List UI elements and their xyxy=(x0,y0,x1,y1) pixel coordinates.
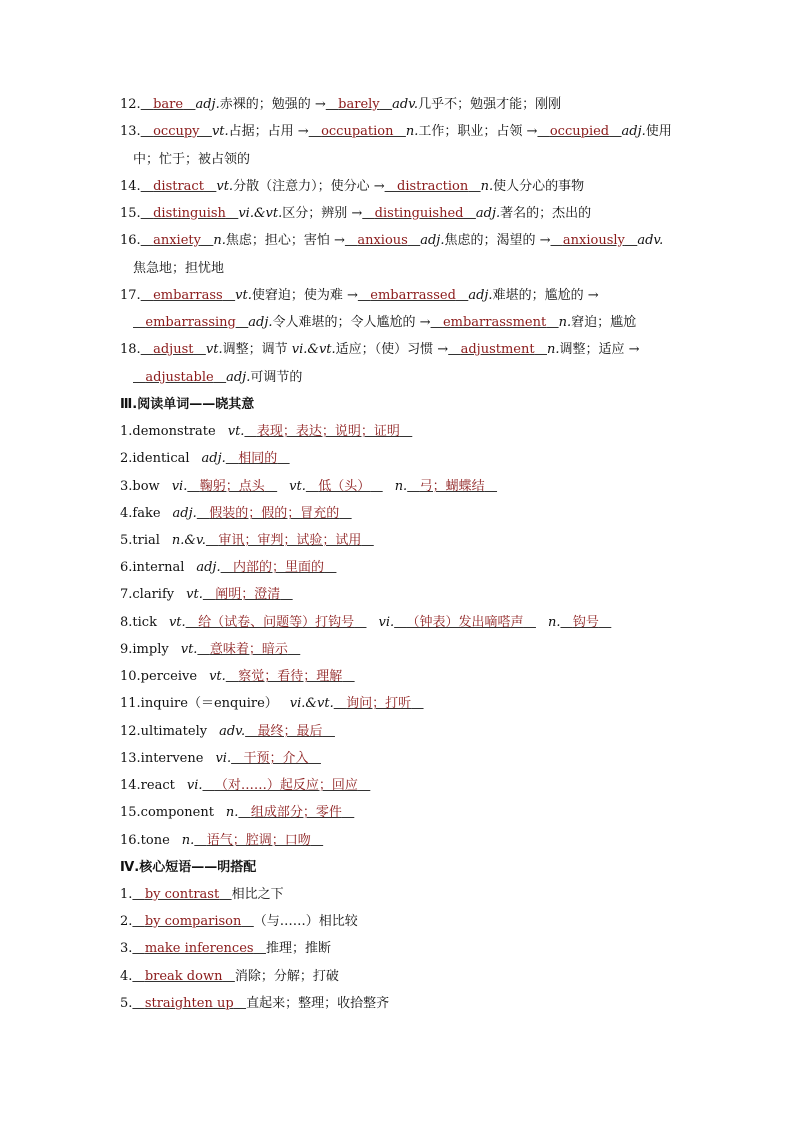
phrase-5 xyxy=(120,994,684,1014)
part-of-speech: adv. xyxy=(219,724,246,739)
vocab-item-13-continued xyxy=(133,150,684,170)
answer: anxious xyxy=(357,233,408,248)
answer: adjustable xyxy=(145,370,214,385)
meaning: 占据；占用 → xyxy=(228,124,309,139)
answer: by contrast xyxy=(144,887,220,902)
answer: 察觉；看待；理解 xyxy=(238,669,343,684)
answer: 内部的；里面的 xyxy=(233,560,325,575)
part-of-speech: adj. xyxy=(248,315,273,330)
part-of-speech: n. xyxy=(181,833,195,848)
answer: embarrassment xyxy=(442,315,547,330)
meaning: 使窘迫；使为难 → xyxy=(251,288,358,303)
vocab-item-17 xyxy=(120,286,684,306)
answer: 干预；介入 xyxy=(243,751,309,766)
meaning: 赤裸的；勉强的 → xyxy=(219,97,326,112)
vocab-item-18-continued xyxy=(133,368,684,388)
answer: 鞠躬；点头 xyxy=(199,479,265,494)
answer: 意味着；暗示 xyxy=(209,642,288,657)
item-number: 3. xyxy=(120,941,133,956)
item-number: 5. xyxy=(120,996,133,1011)
meaning: 焦虑的；渴望的 → xyxy=(444,233,551,248)
meaning: （与……）相比较 xyxy=(253,914,358,929)
vocab-item-17-continued xyxy=(133,313,684,333)
meaning: 适应；（使）习惯 → xyxy=(335,342,449,357)
phrase-1 xyxy=(120,885,684,905)
meaning: 直起来；整理；收拾整齐 xyxy=(246,996,390,1011)
part-of-speech: n. xyxy=(405,124,419,139)
meaning: 工作；职业；占领 → xyxy=(418,124,538,139)
part-of-speech: vi.&vt. xyxy=(289,696,334,711)
item-number: 13. xyxy=(120,124,141,139)
section-heading: Ⅳ.核心短语——明搭配 xyxy=(120,860,257,875)
vocab-item-15 xyxy=(120,204,684,224)
part-of-speech: vi.&vt. xyxy=(291,342,336,357)
reading-word-15 xyxy=(120,803,684,823)
part-of-speech: vi.&vt. xyxy=(238,206,283,221)
answer: 相同的 xyxy=(238,451,278,466)
answer: embarrassing xyxy=(145,315,236,330)
answer: by comparison xyxy=(144,914,242,929)
word: 13.intervene xyxy=(120,751,204,766)
reading-word-7 xyxy=(120,585,684,605)
meaning: 推理；推断 xyxy=(265,941,331,956)
answer: barely xyxy=(338,97,380,112)
vocab-item-14 xyxy=(120,177,684,197)
item-number: 17. xyxy=(120,288,141,303)
item-number: 12. xyxy=(120,97,141,112)
part-of-speech: n. xyxy=(480,179,494,194)
answer: bare xyxy=(153,97,184,112)
word: 9.imply xyxy=(120,642,169,657)
meaning: 区分；辨别 → xyxy=(282,206,363,221)
meaning: 几乎不；勉强才能；刚刚 xyxy=(418,97,562,112)
part-of-speech: adj. xyxy=(420,233,445,248)
meaning: 分散（注意力）；使分心 → xyxy=(233,179,385,194)
meaning: 消除；分解；打破 xyxy=(234,969,339,984)
item-number: 1. xyxy=(120,887,133,902)
answer: 钩号 xyxy=(572,615,599,630)
part-of-speech: vt. xyxy=(186,587,203,602)
meaning: 令人难堪的；令人尴尬的 → xyxy=(272,315,431,330)
meaning: 相比之下 xyxy=(231,887,284,902)
answer: 假装的；假的；冒充的 xyxy=(209,506,340,521)
part-of-speech: vi. xyxy=(171,479,188,494)
meaning: 调整；调节 xyxy=(222,342,288,357)
part-of-speech: n. xyxy=(394,479,408,494)
part-of-speech: vt. xyxy=(216,179,234,194)
answer: distinguish xyxy=(153,206,226,221)
answer: distinguished xyxy=(374,206,464,221)
vocab-item-13 xyxy=(120,122,684,142)
answer: embarrassed xyxy=(370,288,456,303)
answer: straighten up xyxy=(144,996,234,1011)
part-of-speech: adj. xyxy=(475,206,501,221)
answer: adjustment xyxy=(460,342,535,357)
reading-word-4 xyxy=(120,504,684,524)
meaning: 使人分心的事物 xyxy=(493,179,585,194)
meaning: 可调节的 xyxy=(250,370,303,385)
word: 8.tick xyxy=(120,615,157,630)
item-number: 14. xyxy=(120,179,141,194)
word: 10.perceive xyxy=(120,669,198,684)
vocab-item-12 xyxy=(120,95,684,115)
answer: 阐明；澄清 xyxy=(215,587,281,602)
part-of-speech: vi. xyxy=(378,615,395,630)
vocab-item-16-continued xyxy=(133,259,684,279)
part-of-speech: adj. xyxy=(468,288,493,303)
answer: break down xyxy=(144,969,223,984)
phrase-2 xyxy=(120,912,684,932)
part-of-speech: n. xyxy=(547,615,561,630)
part-of-speech: vt. xyxy=(211,124,229,139)
part-of-speech: vt. xyxy=(227,424,245,439)
word: 3.bow xyxy=(120,479,160,494)
meaning: 调整；适应 → xyxy=(559,342,640,357)
answer: occupied xyxy=(549,124,610,139)
answer: 最终；最后 xyxy=(257,724,323,739)
part-of-speech: adj. xyxy=(195,97,220,112)
answer: anxiety xyxy=(153,233,201,248)
word: 1.demonstrate xyxy=(120,424,216,439)
part-of-speech: vi. xyxy=(215,751,232,766)
word: 4.fake xyxy=(120,506,161,521)
answer: distract xyxy=(153,179,204,194)
word: 16.tone xyxy=(120,833,170,848)
meaning: 难堪的；尴尬的 → xyxy=(492,288,599,303)
part-of-speech: n. xyxy=(547,342,560,357)
answer: occupation xyxy=(321,124,394,139)
answer: 给（试卷、问题等）打钩号 xyxy=(198,615,355,630)
answer: occupy xyxy=(153,124,200,139)
answer: distraction xyxy=(397,179,469,194)
answer: anxiously xyxy=(562,233,625,248)
part-of-speech: n.&v. xyxy=(171,533,206,548)
reading-word-9 xyxy=(120,640,684,660)
word: 7.clarify xyxy=(120,587,175,602)
item-number: 4. xyxy=(120,969,133,984)
reading-word-16 xyxy=(120,831,684,851)
word: 14.react xyxy=(120,778,175,793)
reading-word-2 xyxy=(120,449,684,469)
part-of-speech: adj. xyxy=(621,124,646,139)
part-of-speech: vt. xyxy=(168,615,186,630)
answer: （钟表）发出嘀嗒声 xyxy=(406,615,524,630)
answer: make inferences xyxy=(144,941,254,956)
section-heading: Ⅲ.阅读单词——晓其意 xyxy=(120,397,255,412)
reading-word-12 xyxy=(120,722,684,742)
part-of-speech: adj. xyxy=(172,506,197,521)
answer: （对……）起反应；回应 xyxy=(214,778,358,793)
item-number: 15. xyxy=(120,206,141,221)
answer: embarrass xyxy=(153,288,223,303)
answer: 语气；腔调；口吻 xyxy=(206,833,311,848)
part-of-speech: vt. xyxy=(180,642,198,657)
word: 12.ultimately xyxy=(120,724,208,739)
word: 15.component xyxy=(120,805,214,820)
part-of-speech: n. xyxy=(213,233,226,248)
part-of-speech: n. xyxy=(225,805,239,820)
part-of-speech: adj. xyxy=(196,560,221,575)
word: 11.inquire（＝enquire） xyxy=(120,696,278,711)
word: 5.trial xyxy=(120,533,160,548)
meaning: 使用 xyxy=(645,124,672,139)
reading-word-5 xyxy=(120,531,684,551)
reading-word-11 xyxy=(120,694,684,714)
reading-word-14 xyxy=(120,776,684,796)
reading-word-8 xyxy=(120,613,684,633)
word: 6.internal xyxy=(120,560,185,575)
phrase-3 xyxy=(120,939,684,959)
vocab-item-18 xyxy=(120,340,684,360)
reading-word-6 xyxy=(120,558,684,578)
part-of-speech: adj. xyxy=(201,451,226,466)
part-of-speech: vt. xyxy=(289,479,306,494)
meaning: 著名的；杰出的 xyxy=(500,206,592,221)
answer: 低（头） xyxy=(318,479,371,494)
answer: 表现；表达；说明；证明 xyxy=(256,424,400,439)
meaning: 焦急地；担忧地 xyxy=(133,261,225,276)
item-number: 16. xyxy=(120,233,141,248)
answer: 审讯；审判；试验；试用 xyxy=(218,533,362,548)
part-of-speech: vt. xyxy=(235,288,252,303)
part-of-speech: adv. xyxy=(637,233,664,248)
part-of-speech: vt. xyxy=(205,342,223,357)
item-number: 2. xyxy=(120,914,133,929)
part-of-speech: vi. xyxy=(186,778,203,793)
part-of-speech: adj. xyxy=(226,370,251,385)
meaning: 窘迫；尴尬 xyxy=(571,315,637,330)
reading-word-1 xyxy=(120,422,684,442)
meaning: 中；忙于；被占领的 xyxy=(133,152,251,167)
item-number: 18. xyxy=(120,342,141,357)
answer: 询问；打听 xyxy=(346,696,412,711)
reading-word-3 xyxy=(120,477,684,497)
part-of-speech: n. xyxy=(558,315,572,330)
part-of-speech: vt. xyxy=(209,669,226,684)
answer: adjust xyxy=(153,342,194,357)
reading-word-10 xyxy=(120,667,684,687)
word: 2.identical xyxy=(120,451,190,466)
reading-word-13 xyxy=(120,749,684,769)
phrase-4 xyxy=(120,967,684,987)
answer: 弓；蝴蝶结 xyxy=(419,479,485,494)
part-of-speech: adv. xyxy=(392,97,419,112)
meaning: 焦虑；担心；害怕 → xyxy=(225,233,345,248)
answer: 组成部分；零件 xyxy=(250,805,342,820)
vocab-item-16 xyxy=(120,231,684,251)
